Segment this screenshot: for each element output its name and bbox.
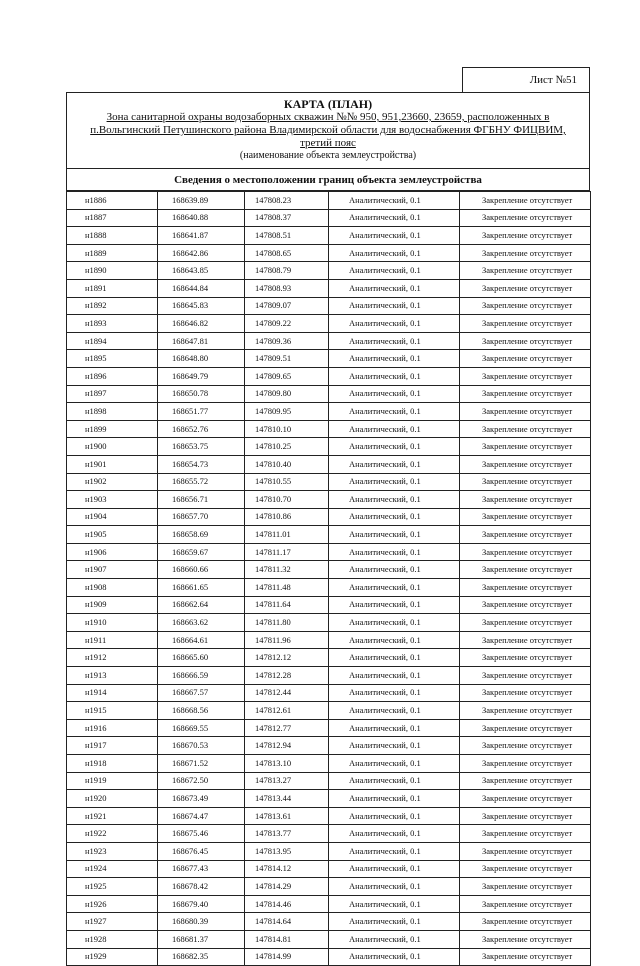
fixation-cell: Закрепление отсутствует [460, 192, 591, 210]
fixation-cell: Закрепление отсутствует [460, 807, 591, 825]
method-cell: Аналитический, 0.1 [329, 543, 460, 561]
point-id-cell: н1913 [67, 667, 158, 685]
fixation-cell: Закрепление отсутствует [460, 860, 591, 878]
point-id-cell: н1891 [67, 279, 158, 297]
method-cell: Аналитический, 0.1 [329, 420, 460, 438]
point-id-cell: н1911 [67, 631, 158, 649]
fixation-cell: Закрепление отсутствует [460, 579, 591, 597]
table-row [67, 297, 591, 315]
table-row [67, 209, 591, 227]
point-id-cell: н1900 [67, 438, 158, 456]
x-coordinate-cell: 168679.40 [158, 895, 245, 913]
fixation-cell: Закрепление отсутствует [460, 262, 591, 280]
y-coordinate-cell: 147812.94 [245, 737, 329, 755]
y-coordinate-cell: 147809.36 [245, 332, 329, 350]
table-row [67, 667, 591, 685]
x-coordinate-cell: 168660.66 [158, 561, 245, 579]
method-cell: Аналитический, 0.1 [329, 367, 460, 385]
y-coordinate-cell: 147810.70 [245, 491, 329, 509]
point-id-cell: н1888 [67, 227, 158, 245]
y-coordinate-cell: 147810.86 [245, 508, 329, 526]
x-coordinate-cell: 168640.88 [158, 209, 245, 227]
point-id-cell: н1925 [67, 878, 158, 896]
point-id-cell: н1920 [67, 790, 158, 808]
table-row [67, 825, 591, 843]
point-id-cell: н1926 [67, 895, 158, 913]
x-coordinate-cell: 168670.53 [158, 737, 245, 755]
fixation-cell: Закрепление отсутствует [460, 543, 591, 561]
y-coordinate-cell: 147809.07 [245, 297, 329, 315]
x-coordinate-cell: 168661.65 [158, 579, 245, 597]
table-row [67, 561, 591, 579]
x-coordinate-cell: 168646.82 [158, 315, 245, 333]
fixation-cell: Закрепление отсутствует [460, 631, 591, 649]
x-coordinate-cell: 168643.85 [158, 262, 245, 280]
method-cell: Аналитический, 0.1 [329, 473, 460, 491]
y-coordinate-cell: 147811.48 [245, 579, 329, 597]
table-row [67, 491, 591, 509]
table-row [67, 755, 591, 773]
point-id-cell: н1927 [67, 913, 158, 931]
point-id-cell: н1890 [67, 262, 158, 280]
point-id-cell: н1915 [67, 702, 158, 720]
x-coordinate-cell: 168675.46 [158, 825, 245, 843]
fixation-cell: Закрепление отсутствует [460, 403, 591, 421]
point-id-cell: н1929 [67, 948, 158, 966]
y-coordinate-cell: 147810.10 [245, 420, 329, 438]
y-coordinate-cell: 147813.10 [245, 755, 329, 773]
y-coordinate-cell: 147812.61 [245, 702, 329, 720]
fixation-cell: Закрепление отсутствует [460, 420, 591, 438]
fixation-cell: Закрепление отсутствует [460, 684, 591, 702]
point-id-cell: н1923 [67, 842, 158, 860]
fixation-cell: Закрепление отсутствует [460, 491, 591, 509]
method-cell: Аналитический, 0.1 [329, 825, 460, 843]
table-row [67, 719, 591, 737]
y-coordinate-cell: 147808.37 [245, 209, 329, 227]
y-coordinate-cell: 147808.51 [245, 227, 329, 245]
y-coordinate-cell: 147814.81 [245, 930, 329, 948]
table-row [67, 350, 591, 368]
fixation-cell: Закрепление отсутствует [460, 227, 591, 245]
table-row [67, 367, 591, 385]
y-coordinate-cell: 147809.80 [245, 385, 329, 403]
x-coordinate-cell: 168651.77 [158, 403, 245, 421]
table-row [67, 192, 591, 210]
method-cell: Аналитический, 0.1 [329, 209, 460, 227]
map-title: КАРТА (ПЛАН) [283, 97, 373, 111]
method-cell: Аналитический, 0.1 [329, 526, 460, 544]
table-row [67, 455, 591, 473]
fixation-cell: Закрепление отсутствует [460, 367, 591, 385]
point-id-cell: н1898 [67, 403, 158, 421]
x-coordinate-cell: 168650.78 [158, 385, 245, 403]
y-coordinate-cell: 147813.77 [245, 825, 329, 843]
table-row [67, 631, 591, 649]
fixation-cell: Закрепление отсутствует [460, 895, 591, 913]
y-coordinate-cell: 147813.27 [245, 772, 329, 790]
point-id-cell: н1893 [67, 315, 158, 333]
point-id-cell: н1902 [67, 473, 158, 491]
method-cell: Аналитический, 0.1 [329, 649, 460, 667]
table-row [67, 790, 591, 808]
table-row [67, 543, 591, 561]
fixation-cell: Закрепление отсутствует [460, 719, 591, 737]
sheet-number: Лист №51 [462, 67, 590, 93]
x-coordinate-cell: 168669.55 [158, 719, 245, 737]
y-coordinate-cell: 147814.29 [245, 878, 329, 896]
x-coordinate-cell: 168644.84 [158, 279, 245, 297]
table-row [67, 737, 591, 755]
method-cell: Аналитический, 0.1 [329, 737, 460, 755]
point-id-cell: н1912 [67, 649, 158, 667]
point-id-cell: н1895 [67, 350, 158, 368]
method-cell: Аналитический, 0.1 [329, 385, 460, 403]
method-cell: Аналитический, 0.1 [329, 631, 460, 649]
x-coordinate-cell: 168654.73 [158, 455, 245, 473]
y-coordinate-cell: 147810.40 [245, 455, 329, 473]
x-coordinate-cell: 168664.61 [158, 631, 245, 649]
table-row [67, 913, 591, 931]
table-row [67, 579, 591, 597]
point-id-cell: н1892 [67, 297, 158, 315]
y-coordinate-cell: 147808.93 [245, 279, 329, 297]
table-row [67, 227, 591, 245]
x-coordinate-cell: 168657.70 [158, 508, 245, 526]
y-coordinate-cell: 147812.44 [245, 684, 329, 702]
table-row [67, 895, 591, 913]
fixation-cell: Закрепление отсутствует [460, 244, 591, 262]
fixation-cell: Закрепление отсутствует [460, 385, 591, 403]
method-cell: Аналитический, 0.1 [329, 438, 460, 456]
x-coordinate-cell: 168666.59 [158, 667, 245, 685]
table-row [67, 684, 591, 702]
fixation-cell: Закрепление отсутствует [460, 913, 591, 931]
x-coordinate-cell: 168642.86 [158, 244, 245, 262]
x-coordinate-cell: 168653.75 [158, 438, 245, 456]
x-coordinate-cell: 168665.60 [158, 649, 245, 667]
table-row [67, 860, 591, 878]
method-cell: Аналитический, 0.1 [329, 455, 460, 473]
table-row [67, 596, 591, 614]
x-coordinate-cell: 168659.67 [158, 543, 245, 561]
x-coordinate-cell: 168649.79 [158, 367, 245, 385]
method-cell: Аналитический, 0.1 [329, 297, 460, 315]
y-coordinate-cell: 147811.80 [245, 614, 329, 632]
fixation-cell: Закрепление отсутствует [460, 649, 591, 667]
fixation-cell: Закрепление отсутствует [460, 878, 591, 896]
x-coordinate-cell: 168648.80 [158, 350, 245, 368]
x-coordinate-cell: 168645.83 [158, 297, 245, 315]
y-coordinate-cell: 147809.95 [245, 403, 329, 421]
fixation-cell: Закрепление отсутствует [460, 332, 591, 350]
x-coordinate-cell: 168673.49 [158, 790, 245, 808]
document-frame [66, 92, 590, 966]
table-row [67, 807, 591, 825]
y-coordinate-cell: 147809.65 [245, 367, 329, 385]
table-row [67, 878, 591, 896]
table-row [67, 948, 591, 966]
method-cell: Аналитический, 0.1 [329, 684, 460, 702]
table-row [67, 262, 591, 280]
y-coordinate-cell: 147812.12 [245, 649, 329, 667]
point-id-cell: н1886 [67, 192, 158, 210]
section-title: Сведения о местоположении границ объекта землеустройства [66, 169, 590, 191]
method-cell: Аналитический, 0.1 [329, 807, 460, 825]
method-cell: Аналитический, 0.1 [329, 614, 460, 632]
y-coordinate-cell: 147814.99 [245, 948, 329, 966]
fixation-cell: Закрепление отсутствует [460, 526, 591, 544]
coordinates-table [66, 191, 591, 966]
fixation-cell: Закрепление отсутствует [460, 930, 591, 948]
y-coordinate-cell: 147811.64 [245, 596, 329, 614]
method-cell: Аналитический, 0.1 [329, 948, 460, 966]
point-id-cell: н1899 [67, 420, 158, 438]
x-coordinate-cell: 168667.57 [158, 684, 245, 702]
point-id-cell: н1894 [67, 332, 158, 350]
fixation-cell: Закрепление отсутствует [460, 315, 591, 333]
fixation-cell: Закрепление отсутствует [460, 790, 591, 808]
method-cell: Аналитический, 0.1 [329, 913, 460, 931]
table-row [67, 772, 591, 790]
point-id-cell: н1910 [67, 614, 158, 632]
point-id-cell: н1896 [67, 367, 158, 385]
point-id-cell: н1887 [67, 209, 158, 227]
y-coordinate-cell: 147808.65 [245, 244, 329, 262]
method-cell: Аналитический, 0.1 [329, 508, 460, 526]
fixation-cell: Закрепление отсутствует [460, 508, 591, 526]
point-id-cell: н1919 [67, 772, 158, 790]
fixation-cell: Закрепление отсутствует [460, 455, 591, 473]
x-coordinate-cell: 168677.43 [158, 860, 245, 878]
method-cell: Аналитический, 0.1 [329, 350, 460, 368]
x-coordinate-cell: 168662.64 [158, 596, 245, 614]
x-coordinate-cell: 168652.76 [158, 420, 245, 438]
point-id-cell: н1922 [67, 825, 158, 843]
table-row [67, 403, 591, 421]
method-cell: Аналитический, 0.1 [329, 262, 460, 280]
y-coordinate-cell: 147813.95 [245, 842, 329, 860]
fixation-cell: Закрепление отсутствует [460, 596, 591, 614]
y-coordinate-cell: 147811.32 [245, 561, 329, 579]
fixation-cell: Закрепление отсутствует [460, 350, 591, 368]
fixation-cell: Закрепление отсутствует [460, 755, 591, 773]
y-coordinate-cell: 147811.01 [245, 526, 329, 544]
method-cell: Аналитический, 0.1 [329, 491, 460, 509]
y-coordinate-cell: 147808.23 [245, 192, 329, 210]
method-cell: Аналитический, 0.1 [329, 315, 460, 333]
table-row [67, 315, 591, 333]
point-id-cell: н1905 [67, 526, 158, 544]
method-cell: Аналитический, 0.1 [329, 596, 460, 614]
object-name-line-2: п.Вольгинский Петушинского района Владимирской области для водоснабжения ФГБНУ ФИЦВИМ, [90, 124, 566, 136]
x-coordinate-cell: 168671.52 [158, 755, 245, 773]
table-row [67, 473, 591, 491]
method-cell: Аналитический, 0.1 [329, 244, 460, 262]
table-row [67, 385, 591, 403]
method-cell: Аналитический, 0.1 [329, 860, 460, 878]
table-row [67, 332, 591, 350]
point-id-cell: н1928 [67, 930, 158, 948]
method-cell: Аналитический, 0.1 [329, 878, 460, 896]
method-cell: Аналитический, 0.1 [329, 667, 460, 685]
y-coordinate-cell: 147813.61 [245, 807, 329, 825]
table-row [67, 279, 591, 297]
point-id-cell: н1917 [67, 737, 158, 755]
fixation-cell: Закрепление отсутствует [460, 614, 591, 632]
x-coordinate-cell: 168676.45 [158, 842, 245, 860]
fixation-cell: Закрепление отсутствует [460, 561, 591, 579]
fixation-cell: Закрепление отсутствует [460, 825, 591, 843]
method-cell: Аналитический, 0.1 [329, 842, 460, 860]
fixation-cell: Закрепление отсутствует [460, 948, 591, 966]
method-cell: Аналитический, 0.1 [329, 895, 460, 913]
method-cell: Аналитический, 0.1 [329, 719, 460, 737]
table-row [67, 526, 591, 544]
y-coordinate-cell: 147812.77 [245, 719, 329, 737]
point-id-cell: н1906 [67, 543, 158, 561]
y-coordinate-cell: 147812.28 [245, 667, 329, 685]
x-coordinate-cell: 168682.35 [158, 948, 245, 966]
method-cell: Аналитический, 0.1 [329, 279, 460, 297]
table-row [67, 930, 591, 948]
object-name-caption: (наименование объекта землеустройства) [239, 150, 417, 161]
table-row [67, 244, 591, 262]
point-id-cell: н1924 [67, 860, 158, 878]
fixation-cell: Закрепление отсутствует [460, 737, 591, 755]
method-cell: Аналитический, 0.1 [329, 702, 460, 720]
point-id-cell: н1908 [67, 579, 158, 597]
point-id-cell: н1916 [67, 719, 158, 737]
point-id-cell: н1914 [67, 684, 158, 702]
x-coordinate-cell: 168680.39 [158, 913, 245, 931]
point-id-cell: н1909 [67, 596, 158, 614]
method-cell: Аналитический, 0.1 [329, 755, 460, 773]
table-row [67, 420, 591, 438]
point-id-cell: н1889 [67, 244, 158, 262]
method-cell: Аналитический, 0.1 [329, 561, 460, 579]
y-coordinate-cell: 147814.12 [245, 860, 329, 878]
point-id-cell: н1907 [67, 561, 158, 579]
method-cell: Аналитический, 0.1 [329, 579, 460, 597]
y-coordinate-cell: 147810.55 [245, 473, 329, 491]
object-name-line-3: третий пояс [300, 137, 356, 149]
x-coordinate-cell: 168647.81 [158, 332, 245, 350]
x-coordinate-cell: 168668.56 [158, 702, 245, 720]
y-coordinate-cell: 147810.25 [245, 438, 329, 456]
fixation-cell: Закрепление отсутствует [460, 279, 591, 297]
point-id-cell: н1918 [67, 755, 158, 773]
y-coordinate-cell: 147809.22 [245, 315, 329, 333]
x-coordinate-cell: 168678.42 [158, 878, 245, 896]
method-cell: Аналитический, 0.1 [329, 227, 460, 245]
fixation-cell: Закрепление отсутствует [460, 473, 591, 491]
x-coordinate-cell: 168672.50 [158, 772, 245, 790]
x-coordinate-cell: 168655.72 [158, 473, 245, 491]
fixation-cell: Закрепление отсутствует [460, 772, 591, 790]
y-coordinate-cell: 147809.51 [245, 350, 329, 368]
document-header [66, 92, 590, 169]
table-row [67, 614, 591, 632]
x-coordinate-cell: 168639.89 [158, 192, 245, 210]
point-id-cell: н1921 [67, 807, 158, 825]
point-id-cell: н1897 [67, 385, 158, 403]
method-cell: Аналитический, 0.1 [329, 772, 460, 790]
method-cell: Аналитический, 0.1 [329, 403, 460, 421]
method-cell: Аналитический, 0.1 [329, 930, 460, 948]
method-cell: Аналитический, 0.1 [329, 192, 460, 210]
x-coordinate-cell: 168663.62 [158, 614, 245, 632]
y-coordinate-cell: 147814.46 [245, 895, 329, 913]
x-coordinate-cell: 168681.37 [158, 930, 245, 948]
fixation-cell: Закрепление отсутствует [460, 842, 591, 860]
x-coordinate-cell: 168658.69 [158, 526, 245, 544]
method-cell: Аналитический, 0.1 [329, 332, 460, 350]
fixation-cell: Закрепление отсутствует [460, 438, 591, 456]
x-coordinate-cell: 168674.47 [158, 807, 245, 825]
table-row [67, 702, 591, 720]
table-row [67, 649, 591, 667]
y-coordinate-cell: 147811.17 [245, 543, 329, 561]
fixation-cell: Закрепление отсутствует [460, 209, 591, 227]
table-row [67, 508, 591, 526]
table-row [67, 438, 591, 456]
x-coordinate-cell: 168641.87 [158, 227, 245, 245]
point-id-cell: н1904 [67, 508, 158, 526]
table-row [67, 842, 591, 860]
object-name-line-1: Зона санитарной охраны водозаборных скважин №№ 950, 951,23660, 23659, расположенных в [106, 111, 550, 123]
point-id-cell: н1901 [67, 455, 158, 473]
y-coordinate-cell: 147814.64 [245, 913, 329, 931]
y-coordinate-cell: 147808.79 [245, 262, 329, 280]
fixation-cell: Закрепление отсутствует [460, 667, 591, 685]
y-coordinate-cell: 147813.44 [245, 790, 329, 808]
y-coordinate-cell: 147811.96 [245, 631, 329, 649]
point-id-cell: н1903 [67, 491, 158, 509]
fixation-cell: Закрепление отсутствует [460, 702, 591, 720]
x-coordinate-cell: 168656.71 [158, 491, 245, 509]
fixation-cell: Закрепление отсутствует [460, 297, 591, 315]
method-cell: Аналитический, 0.1 [329, 790, 460, 808]
